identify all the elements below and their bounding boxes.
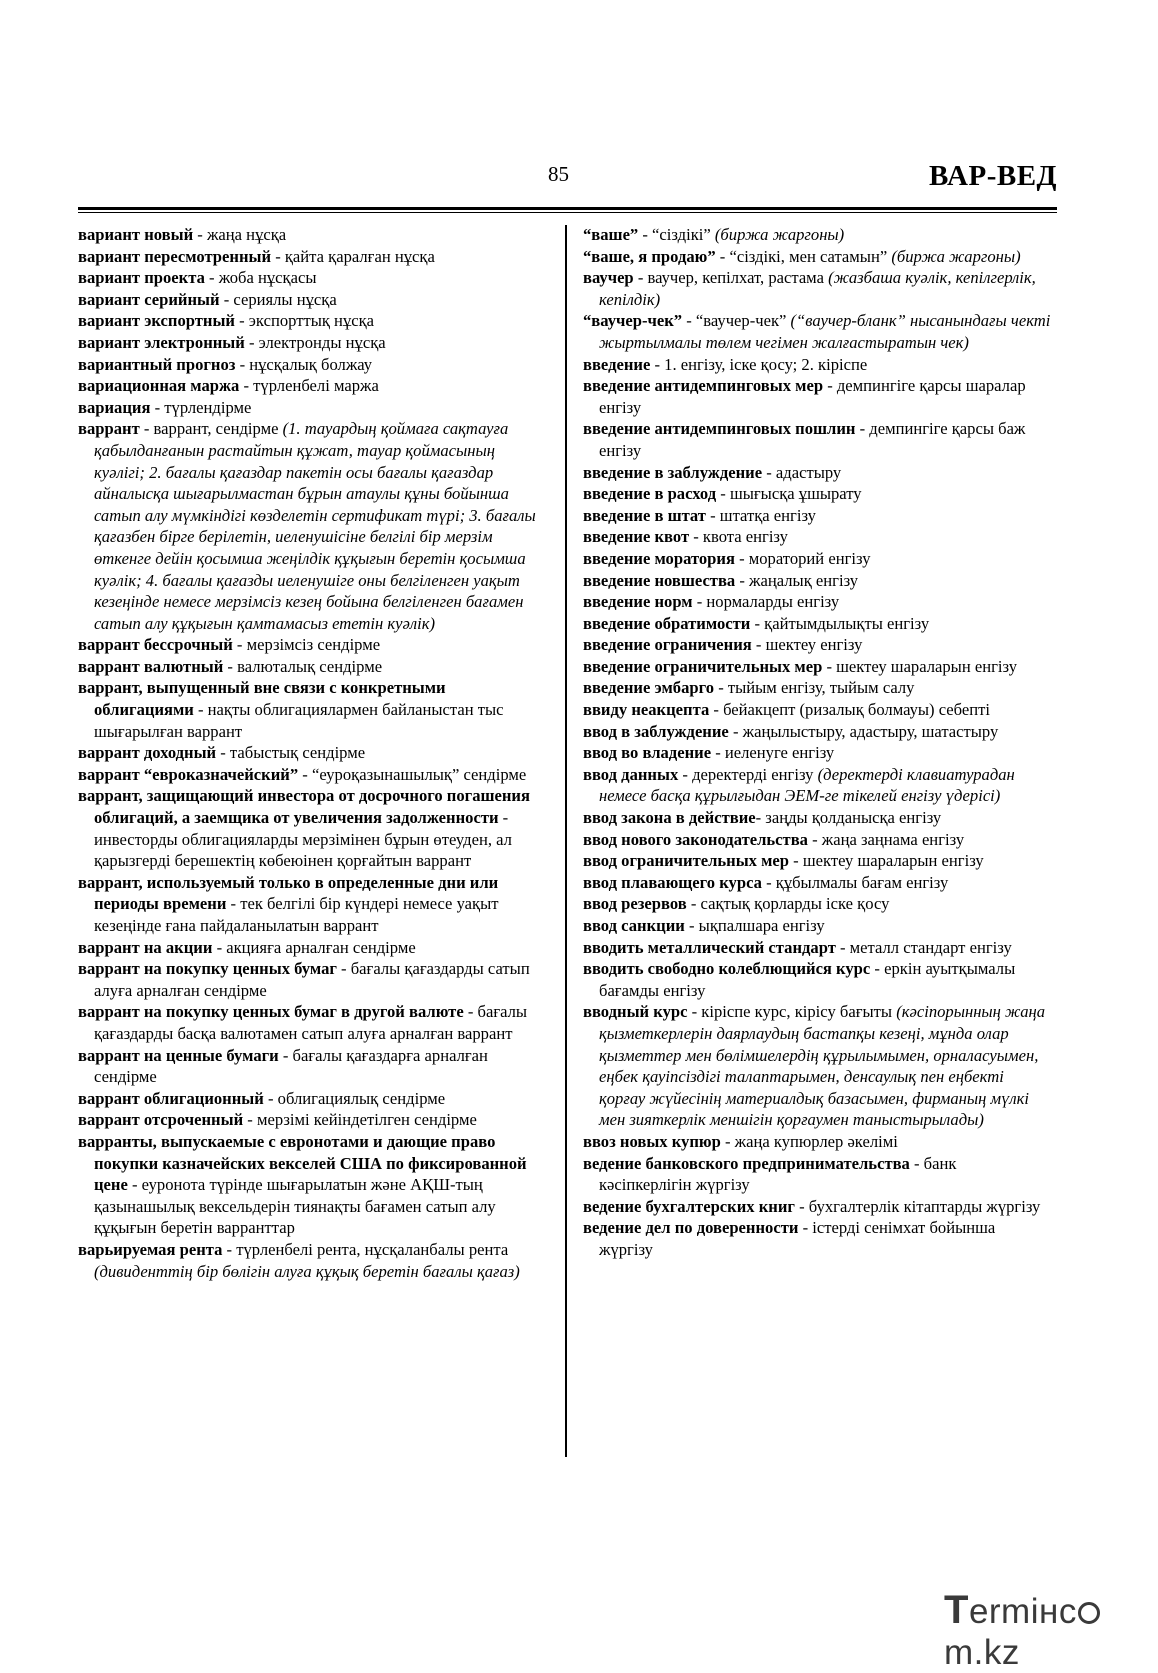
entry-term: вводить металлический стандарт [583, 937, 836, 957]
dictionary-entry [583, 1131, 1053, 1153]
entry-note: (“ваучер-бланк” нысанындағы чекті жыртылмалы төлем чегімен жалғастыратын чек) [599, 311, 1051, 352]
dictionary-entry [583, 915, 1053, 937]
entry-term: введение антидемпинговых пошлин [583, 419, 856, 439]
entry-translation: - бухгалтерлік кітаптарды жүргізу [794, 1196, 1041, 1216]
entry-term: варрант бессрочный [78, 635, 233, 655]
entry-translation: - адастыру [762, 462, 842, 482]
entry-term: ввоз новых купюр [583, 1131, 721, 1151]
entry-term: ввод нового законодательства [583, 829, 808, 849]
entry-term: ввод закона в действие [583, 808, 756, 828]
dictionary-entry [583, 526, 1053, 548]
dictionary-entry [583, 1196, 1053, 1218]
left-column [78, 224, 544, 1282]
entry-translation: - демпингіге қарсы шаралар енгізу [599, 376, 1026, 417]
entry-term: “ваучер-чек” [583, 311, 683, 331]
entry-term: вариант новый [78, 225, 194, 244]
entry-translation: - шектеу шараларын енгізу [822, 656, 1018, 676]
entry-term: ввиду неакцепта [583, 700, 710, 720]
entry-note: (жазбаша куәлік, кепілгерлік, кепілдік) [599, 268, 1036, 309]
dictionary-entry [78, 677, 544, 742]
entry-note: (1. тауардың қоймаға сақтауға қабылданғанын растайтын құжат, тауар қоймасының куәлігі; 2. бағалы қағаздар пакетін осы бағалы қағаздар айналысқа шығарылмастан бұрын атаулы құны бойынша сатып алу мүмкіндігі көзделетін сертификат түрі; 3. бағалы қағазбен бірге берілетін, иеленушісіне белгілі бір мерзім өткенге дейін қосымша жеңілдік құқығын беретін қосымша куәлік; 4. бағалы қағазды иеленушіге оны белгіленген уақыт кезеңінде немесе мерзімсіз кезең бойына белгіленген бағамен сатып алу құқығын қамтамасыз ететін куәлік) [94, 419, 536, 633]
entry-translation: - шектеу шараларын енгізу [789, 851, 984, 871]
entry-term: варранты, выпускаемые с евронотами и дающие право покупки казначейских векселей США по фиксированной цене [78, 1131, 527, 1195]
dictionary-entry [583, 721, 1053, 743]
entry-translation: - мораторий енгізу [734, 548, 871, 568]
dictionary-entry [583, 656, 1053, 678]
entry-translation: - тыйым енгізу, тыйым салу [714, 678, 915, 698]
entry-translation: - деректерді енгізу [678, 764, 818, 784]
page-number: 85 [548, 162, 569, 186]
entry-note: (биржа жаргоны) [714, 225, 845, 244]
right-column [583, 224, 1053, 1261]
entry-translation: - нақты облигациялармен байланыстан тыс шығарылған варрант [94, 700, 504, 741]
entry-term: ввод во владение [583, 743, 712, 763]
dictionary-entry [78, 958, 544, 1001]
dictionary-entry [583, 310, 1053, 353]
dictionary-entry [78, 937, 544, 959]
entry-term: “ваше” [583, 225, 639, 244]
entry-term: варрант на акции [78, 937, 213, 957]
entry-translation: - қайта қаралған нұсқа [271, 246, 435, 266]
entry-term: вариант пересмотренный [78, 246, 272, 266]
entry-translation: - акцияға арналған сендірме [212, 937, 416, 957]
entry-translation: - түрленбелі маржа [239, 376, 379, 396]
entry-translation: - “сіздікі, мен сатамын” [715, 246, 892, 266]
entry-term: вариант экспортный [78, 311, 235, 331]
entry-term: вводить свободно колеблющийся курс [583, 959, 871, 979]
dictionary-entry [583, 958, 1053, 1001]
dictionary-entry [583, 1001, 1053, 1131]
entry-translation: - қайтымдылықты енгізу [750, 613, 930, 633]
entry-term: введение новшества [583, 570, 736, 590]
entry-term: варрант на покупку ценных бумаг [78, 959, 337, 979]
entry-translation: - “ваучер-чек” [682, 311, 791, 331]
entry-translation: - бейакцепт (ризалық болмауы) себепті [709, 700, 990, 720]
dictionary-entry [78, 354, 544, 376]
dictionary-entry [583, 937, 1053, 959]
entry-term: вариант электронный [78, 332, 245, 352]
dictionary-entry [583, 246, 1053, 268]
entry-note: (кәсіпорынның жаңа қызметкерлерін даярлаудың бастапқы кезеңі, мұнда олар қызметтер мен бөлімшелердің құрылымымен, орналасуымен, еңбек қауіпсіздігі талаптарымен, денсаулық пен еңбекті қорғау жүйесінің материалдық базасымен, фирманың мүлкі мен зияткерлік меншігін қорғаумен таныстырылады) [599, 1002, 1046, 1130]
entry-translation: - штатқа енгізу [705, 505, 816, 525]
entry-translation: - заңды қолданысқа енгізу [755, 808, 942, 828]
entry-term: введение норм [583, 592, 693, 612]
entry-translation: - түрлендірме [150, 397, 252, 417]
dictionary-entry [78, 872, 544, 937]
dictionary-entry [583, 267, 1053, 310]
entry-term: введение ограничения [583, 635, 752, 655]
terminkom-watermark: Termінсm.kz [944, 1588, 1158, 1673]
entry-note: (биржа жаргоны) [891, 246, 1021, 266]
entry-translation: - жаңа купюрлер әкелімі [720, 1131, 898, 1151]
entry-term: вариация [78, 397, 151, 417]
entry-term: ввод санкции [583, 916, 685, 935]
entry-translation: - еркін ауытқымалы бағамды енгізу [599, 959, 1016, 1000]
dictionary-entry [583, 850, 1053, 872]
entry-translation: - “еуроқазынашылық” сендірме [298, 764, 527, 784]
dictionary-entry [78, 785, 544, 871]
dictionary-entry [583, 483, 1053, 505]
entry-translation: - 1. енгізу, іске қосу; 2. кіріспе [650, 354, 868, 374]
dictionary-entry [583, 418, 1053, 461]
running-head: ВАР-ВЕД [929, 160, 1057, 192]
entry-term: варрант валютный [78, 656, 224, 676]
entry-translation: - бағалы қағаздарды басқа валютамен сатып алуға арналған варрант [94, 1002, 528, 1043]
dictionary-entry [583, 1153, 1053, 1196]
entry-term: вариантный прогноз [78, 354, 236, 374]
dictionary-entry [78, 397, 544, 419]
entry-term: введение в штат [583, 505, 706, 525]
entry-translation: - табыстық сендірме [216, 743, 366, 763]
dictionary-entry [78, 375, 544, 397]
dictionary-entry [583, 505, 1053, 527]
entry-translation: - еуронота түрінде шығарылатын және АҚШ-тың қазынашылық вексельдерін тиянақты бағамен сатып алу құқығын беретін варранттар [94, 1175, 496, 1238]
entry-translation: - ықпалшара енгізу [684, 916, 825, 935]
dictionary-entry [78, 1239, 544, 1282]
entry-translation: - шектеу енгізу [751, 635, 863, 655]
dictionary-entry [78, 764, 544, 786]
entry-term: ввод резервов [583, 894, 687, 914]
entry-term: вариант проекта [78, 268, 205, 288]
entry-translation: - облигациялық сендірме [263, 1088, 446, 1108]
entry-translation: - металл стандарт енгізу [835, 937, 1012, 957]
entry-term: ведение бухгалтерских книг [583, 1196, 795, 1216]
entry-translation: - банк кәсіпкерлігін жүргізу [599, 1153, 957, 1195]
dictionary-entry [78, 267, 544, 289]
dictionary-entry [78, 1088, 544, 1110]
entry-note: (дивиденттің бір бөлігін алуға құқық беретін бағалы қағаз) [94, 1261, 520, 1281]
entry-term: варрант на ценные бумаги [78, 1045, 279, 1065]
column-divider [565, 225, 567, 1457]
dictionary-entry [583, 1217, 1053, 1260]
entry-translation: - құбылмалы бағам енгізу [761, 872, 949, 892]
entry-translation: - квота енгізу [689, 527, 788, 547]
entry-translation: - инвесторды облигацияларды мерзімінен бұрын өтеуден, ал қарызгерді берешектің көбеюінен қорғайтын варрант [94, 808, 512, 871]
entry-translation: - жаңа заңнама енгізу [807, 829, 965, 849]
entry-translation: - істерді сенімхат бойынша жүргізу [599, 1218, 996, 1259]
entry-term: варрант, используемый только в определенные дни или периоды времени [78, 872, 499, 914]
dictionary-entry [78, 224, 544, 246]
entry-term: варрант “еврoказначейский” [78, 764, 299, 784]
circle-o-icon [1078, 1602, 1100, 1624]
entry-term: ведение банковского предпринимательства [583, 1153, 910, 1173]
dictionary-entry [583, 872, 1053, 894]
dictionary-entry [583, 699, 1053, 721]
entry-translation: - варрант, сендірме [139, 419, 283, 439]
entry-translation: - демпингіге қарсы баж енгізу [599, 419, 1026, 460]
entry-translation: - сериялы нұсқа [219, 289, 337, 309]
dictionary-entry [78, 1131, 544, 1239]
dictionary-entry [78, 1001, 544, 1044]
entry-term: ввод в заблуждение [583, 721, 729, 741]
dictionary-entry [78, 1045, 544, 1088]
entry-translation: - кіріспе курс, кірісу бағыты [687, 1002, 897, 1022]
entry-term: “ваше, я продаю” [583, 246, 716, 266]
entry-term: введение ограничительных мер [583, 656, 823, 676]
entry-term: введение антидемпинговых мер [583, 376, 824, 396]
entry-term: ввод ограничительных мер [583, 851, 790, 871]
entry-translation: - иеленуге енгізу [711, 743, 835, 763]
dictionary-entry [583, 224, 1053, 246]
entry-translation: - нормаларды енгізу [692, 592, 840, 612]
entry-translation: - жаңа нұсқа [193, 225, 287, 244]
dictionary-entry [583, 591, 1053, 613]
dictionary-entry [583, 375, 1053, 418]
dictionary-entry [78, 289, 544, 311]
entry-term: варрант на покупку ценных бумаг в другой валюте [78, 1002, 464, 1022]
entry-term: варрант доходный [78, 743, 217, 763]
dictionary-entry [78, 310, 544, 332]
entry-translation: - жоба нұсқасы [204, 268, 317, 288]
entry-term: ввод плавающего курса [583, 872, 762, 892]
dictionary-entry [583, 354, 1053, 376]
dictionary-entry [583, 462, 1053, 484]
entry-term: варрант [78, 419, 140, 439]
entry-translation: - электронды нұсқа [244, 332, 386, 352]
dictionary-entry [583, 548, 1053, 570]
dictionary-entry [78, 1109, 544, 1131]
entry-term: ваучер [583, 268, 634, 288]
dictionary-entry [583, 893, 1053, 915]
entry-term: введение обратимости [583, 613, 751, 633]
entry-term: варрант облигационный [78, 1088, 264, 1108]
entry-translation: - тек белгілі бір күндері немесе уақыт кезеңінде ғана пайдаланылатын варрант [94, 894, 499, 935]
entry-translation: - түрленбелі рента, нұсқаланбалы рента [222, 1239, 509, 1259]
dictionary-entry [583, 570, 1053, 592]
entry-term: введение эмбарго [583, 678, 715, 698]
dictionary-entry [583, 807, 1053, 829]
dictionary-entry [583, 613, 1053, 635]
entry-term: введение [583, 354, 651, 374]
entry-translation: - нұсқалық болжау [235, 354, 373, 374]
entry-translation: - сақтық қорларды іске қосу [686, 894, 890, 914]
entry-note: (деректерді клавиатурадан немесе басқа құрылғыдан ЭЕМ-ге тікелей енгізу үдерісі) [599, 764, 1015, 806]
dictionary-entry [583, 677, 1053, 699]
header-rule-thin [78, 212, 1057, 213]
entry-translation: - жаңалық енгізу [735, 570, 859, 590]
entry-translation: - бағалы қағаздарға арналған сендірме [94, 1045, 488, 1087]
entry-term: вводный курс [583, 1002, 688, 1022]
header-rule [78, 207, 1057, 210]
entry-term: ввод данных [583, 764, 679, 784]
entry-term: введение в расход [583, 484, 717, 504]
entry-term: варрант, выпущенный вне связи с конкретными облигациями [78, 678, 446, 720]
entry-translation: - валюталық сендірме [223, 656, 383, 676]
entry-translation: - экспорттық нұсқа [234, 311, 375, 331]
entry-translation: - ваучер, кепілхат, растама [633, 268, 829, 288]
entry-term: введение квот [583, 527, 690, 547]
entry-translation: - шығысқа ұшырату [716, 484, 862, 504]
dictionary-entry [583, 829, 1053, 851]
entry-translation: - бағалы қағаздарды сатып алуға арналған сендірме [94, 959, 530, 1000]
entry-translation: - “сіздікі” [638, 225, 715, 244]
dictionary-entry [78, 656, 544, 678]
entry-translation: - мерзімі кейіндетілген сендірме [243, 1110, 477, 1130]
entry-term: варьируемая рента [78, 1239, 223, 1259]
entry-translation: - жаңылыстыру, адастыру, шатастыру [728, 721, 999, 741]
entry-term: вариант серийный [78, 289, 220, 309]
dictionary-entry [583, 634, 1053, 656]
dictionary-entry [78, 634, 544, 656]
dictionary-entry [78, 742, 544, 764]
dictionary-entry [583, 764, 1053, 807]
dictionary-entry [78, 246, 544, 268]
entry-term: введение моратория [583, 548, 735, 568]
entry-term: варрант, защищающий инвестора от досрочного погашения облигаций, а заемщика от увеличения задолженности [78, 786, 530, 828]
entry-term: ведение дел по доверенности [583, 1218, 799, 1238]
entry-term: варрант отсроченный [78, 1110, 244, 1130]
entry-translation: - мерзімсіз сендірме [232, 635, 381, 655]
dictionary-entry [583, 742, 1053, 764]
entry-term: введение в заблуждение [583, 462, 763, 482]
dictionary-entry [78, 332, 544, 354]
entry-term: вариационная маржа [78, 376, 240, 396]
dictionary-entry [78, 418, 544, 634]
